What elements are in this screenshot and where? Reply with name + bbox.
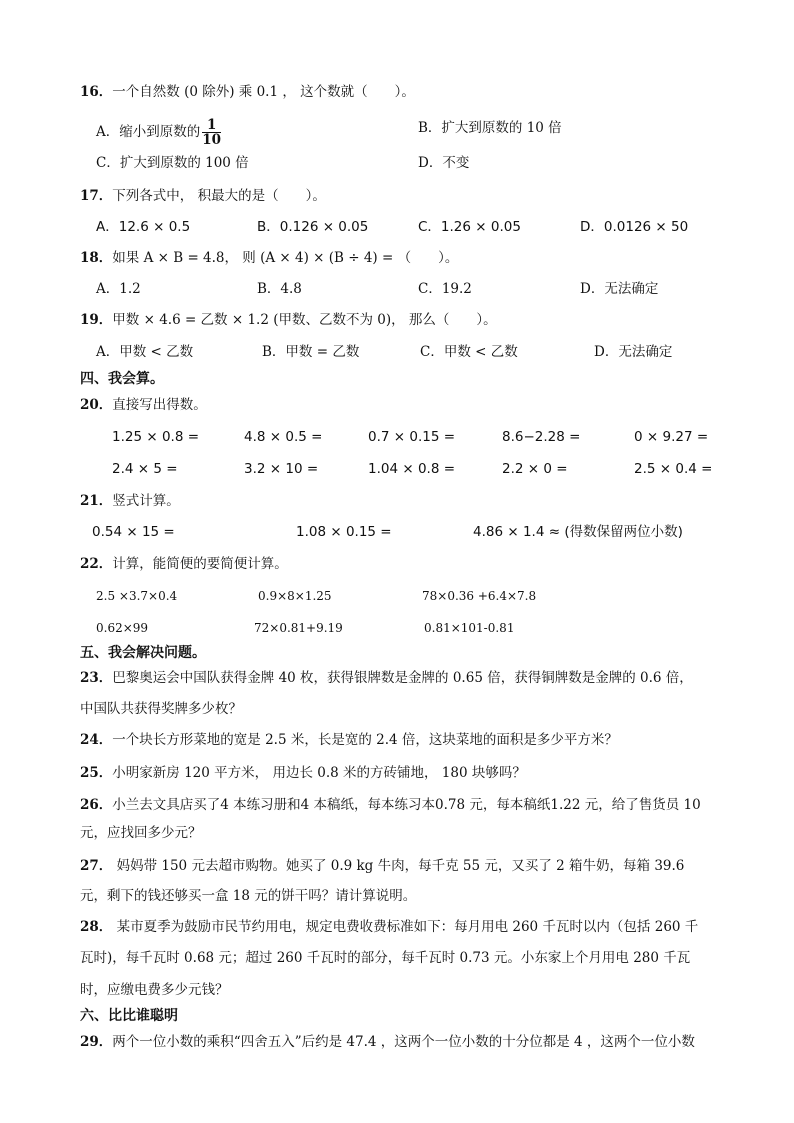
fraction-numerator: 1 [202,118,221,133]
fraction-denominator: 10 [202,132,222,148]
section-heading-5: 五、我会解决问题。 [80,645,206,661]
question-text: 一个块长方形菜地的宽是 2.5 米，长是宽的 2.4 倍，这块菜地的面积是多少平方米？ [112,732,618,748]
question-26 [80,795,701,815]
calc-item: 0 × 9.27 = [634,429,709,445]
option-d[interactable]: D．无法确定 [580,281,659,297]
calc-item: 1.25 × 0.8 = [112,429,200,445]
calc-item: 0.62×99 [96,621,149,635]
question-text: 某市夏季为鼓励市民节约用电，规定电费收费标准如下：每月用电 260 千瓦时以内（包括 260 千 [112,919,699,935]
question-20 [80,395,207,415]
calc-item: 0.54 × 15 = [92,524,175,540]
question-text-continued: 元，剩下的钱还够买一盒 18 元的饼干吗？请计算说明。 [80,888,417,904]
question-text: 小兰去文具店买了4 本练习册和4 本稿纸，每本练习本0.78 元，每本稿纸1.22 元，给了售货员 10 [112,797,701,813]
question-number: 21． [80,493,113,509]
question-28 [80,917,698,937]
question-number: 16． [80,84,113,100]
calc-item: 72×0.81+9.19 [254,621,343,635]
calc-item: 1.04 × 0.8 = [368,461,456,477]
option-a[interactable] [96,118,221,147]
calc-item: 0.9×8×1.25 [258,589,332,603]
question-text: 竖式计算。 [112,493,180,509]
question-16 [80,82,415,102]
question-text-continued: 瓦时)，每千瓦时 0.68 元；超过 260 千瓦时的部分，每千瓦时 0.73 元。小东家上个月用电 280 千瓦 [80,950,691,966]
calc-item: 2.5 × 0.4 = [634,461,713,477]
option-a[interactable]: A．1.2 [96,281,141,297]
question-text: 如果 A × B = 4.8， 则 (A × 4) × (B ÷ 4) = （ ）。 [112,250,459,266]
question-text: 直接写出得数。 [112,397,207,413]
question-number: 29． [80,1034,113,1050]
question-24 [80,730,618,750]
question-23 [80,668,693,688]
section-heading-4: 四、我会算。 [80,371,164,387]
question-text: 下列各式中， 积最大的是（ ）。 [112,188,326,204]
question-text-continued: 中国队共获得奖牌多少枚？ [80,701,242,717]
question-17 [80,186,326,206]
question-text: 计算，能简便的要简便计算。 [112,556,288,572]
question-number: 18． [80,250,113,266]
question-18 [80,248,458,268]
question-27 [80,856,684,876]
calc-item: 2.2 × 0 = [502,461,568,477]
option-d[interactable]: D．0.0126 × 50 [580,219,689,235]
question-number: 24． [80,732,113,748]
option-b[interactable]: B．扩大到原数的 10 倍 [418,120,562,136]
calc-item: 78×0.36 +6.4×7.8 [422,589,537,603]
question-number: 27． [80,858,113,874]
question-number: 25． [80,765,113,781]
question-number: 28． [80,919,113,935]
question-number: 23． [80,670,113,686]
calc-item: 2.4 × 5 = [112,461,178,477]
question-number: 22． [80,556,113,572]
fraction [202,118,221,147]
calc-item: 0.81×101-0.81 [424,621,515,635]
question-text: 小明家新房 120 平方米， 用边长 0.8 米的方砖铺地， 180 块够吗？ [112,765,526,781]
question-25 [80,763,526,783]
option-c[interactable]: C．扩大到原数的 100 倍 [96,155,249,171]
option-b[interactable]: B．0.126 × 0.05 [257,219,369,235]
question-22 [80,554,288,574]
option-c[interactable]: C．甲数 < 乙数 [420,344,518,360]
option-c[interactable]: C．19.2 [418,281,472,297]
question-text: 甲数 × 4.6 = 乙数 × 1.2 (甲数、乙数不为 0)， 那么（ ）。 [112,312,497,328]
question-number: 20． [80,397,113,413]
calc-item: 1.08 × 0.15 = [296,524,392,540]
calc-item: 2.5 ×3.7×0.4 [96,589,178,603]
question-number: 19． [80,312,113,328]
option-a[interactable]: A．甲数 < 乙数 [96,344,194,360]
question-text-continued: 元，应找回多少元？ [80,825,202,841]
question-text-continued: 时，应缴电费多少元钱？ [80,982,229,998]
calc-item: 3.2 × 10 = [244,461,319,477]
question-text: 一个自然数 (0 除外) 乘 0.1 ， 这个数就（ ）。 [112,84,415,100]
section-heading-6: 六、比比谁聪明 [80,1008,178,1024]
question-21 [80,491,180,511]
question-29 [80,1032,695,1052]
question-number: 17． [80,188,113,204]
calc-item: 4.8 × 0.5 = [244,429,323,445]
question-text: 巴黎奥运会中国队获得金牌 40 枚，获得银牌数是金牌的 0.65 倍，获得铜牌数是金牌的 0.6 倍， [112,670,693,686]
option-b[interactable]: B．4.8 [257,281,302,297]
calc-item: 4.86 × 1.4 ≈ (得数保留两位小数) [473,524,683,540]
question-19 [80,310,497,330]
option-b[interactable]: B．甲数 = 乙数 [262,344,360,360]
option-a[interactable]: A．12.6 × 0.5 [96,219,191,235]
option-d[interactable]: D．不变 [418,155,470,171]
question-text: 两个一位小数的乘积“四舍五入”后约是 47.4 ，这两个一位小数的十分位都是 4 ，这两个一位小数 [112,1034,695,1050]
option-d[interactable]: D．无法确定 [594,344,673,360]
calc-item: 0.7 × 0.15 = [368,429,456,445]
option-c[interactable]: C．1.26 × 0.05 [418,219,521,235]
option-a-text: A．缩小到原数的 [96,124,201,140]
calc-item: 8.6−2.28 = [502,429,581,445]
question-number: 26． [80,797,113,813]
question-text: 妈妈带 150 元去超市购物。她买了 0.9 kg 牛肉，每千克 55 元，又买了 2 箱牛奶，每箱 39.6 [112,858,685,874]
